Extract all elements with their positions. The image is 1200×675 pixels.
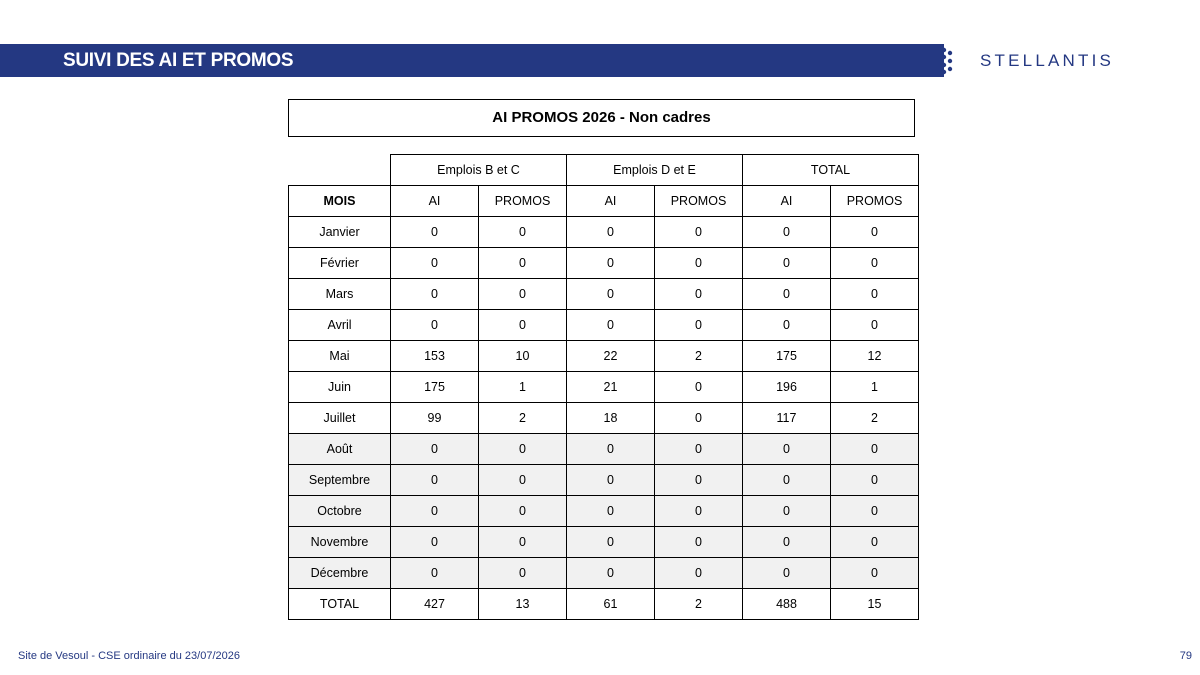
month-cell: Mai (289, 341, 391, 372)
value-cell: 0 (831, 279, 919, 310)
page-number: 79 (1179, 650, 1192, 662)
value-cell: 153 (391, 341, 479, 372)
value-cell: 1 (831, 372, 919, 403)
value-cell: 0 (743, 434, 831, 465)
column-header: AI (743, 186, 831, 217)
value-cell: 10 (479, 341, 567, 372)
value-cell: 0 (743, 527, 831, 558)
total-value: 15 (831, 589, 919, 620)
column-header: PROMOS (479, 186, 567, 217)
total-value: 2 (655, 589, 743, 620)
value-cell: 0 (743, 310, 831, 341)
total-value: 488 (743, 589, 831, 620)
value-cell: 0 (743, 217, 831, 248)
value-cell: 175 (391, 372, 479, 403)
value-cell: 0 (655, 527, 743, 558)
month-cell: Juin (289, 372, 391, 403)
ai-promos-table (288, 154, 919, 620)
value-cell: 0 (567, 217, 655, 248)
value-cell: 0 (391, 248, 479, 279)
group-header-row (289, 155, 919, 186)
value-cell: 0 (391, 496, 479, 527)
total-value: 13 (479, 589, 567, 620)
group-header: Emplois D et E (567, 155, 743, 186)
value-cell: 99 (391, 403, 479, 434)
month-cell: Avril (289, 310, 391, 341)
value-cell: 2 (831, 403, 919, 434)
value-cell: 22 (567, 341, 655, 372)
value-cell: 0 (831, 310, 919, 341)
value-cell: 0 (655, 310, 743, 341)
value-cell: 0 (655, 248, 743, 279)
value-cell: 0 (743, 279, 831, 310)
table-row (289, 248, 919, 279)
total-label: TOTAL (289, 589, 391, 620)
table-row (289, 558, 919, 589)
value-cell: 0 (391, 465, 479, 496)
group-header: TOTAL (743, 155, 919, 186)
value-cell: 0 (655, 403, 743, 434)
value-cell: 0 (831, 527, 919, 558)
value-cell: 0 (655, 217, 743, 248)
value-cell: 0 (743, 558, 831, 589)
month-cell: Mars (289, 279, 391, 310)
table-row (289, 434, 919, 465)
value-cell: 0 (479, 310, 567, 341)
value-cell: 0 (567, 434, 655, 465)
value-cell: 0 (479, 558, 567, 589)
value-cell: 0 (391, 217, 479, 248)
month-cell: Août (289, 434, 391, 465)
value-cell: 12 (831, 341, 919, 372)
table-row (289, 279, 919, 310)
value-cell: 2 (479, 403, 567, 434)
value-cell: 2 (655, 341, 743, 372)
month-cell: Février (289, 248, 391, 279)
value-cell: 0 (391, 434, 479, 465)
value-cell: 0 (479, 465, 567, 496)
stellantis-logo: STELLANTIS (980, 51, 1115, 70)
value-cell: 0 (479, 217, 567, 248)
month-cell: Janvier (289, 217, 391, 248)
group-header: Emplois B et C (391, 155, 567, 186)
month-cell: Octobre (289, 496, 391, 527)
value-cell: 0 (479, 496, 567, 527)
value-cell: 0 (567, 248, 655, 279)
table-row (289, 372, 919, 403)
value-cell: 0 (655, 279, 743, 310)
value-cell: 117 (743, 403, 831, 434)
month-column-header: MOIS (289, 186, 391, 217)
table-row (289, 496, 919, 527)
value-cell: 0 (831, 465, 919, 496)
value-cell: 0 (391, 279, 479, 310)
value-cell: 0 (655, 558, 743, 589)
month-cell: Décembre (289, 558, 391, 589)
value-cell: 0 (655, 434, 743, 465)
value-cell: 0 (479, 279, 567, 310)
value-cell: 0 (479, 248, 567, 279)
table-row (289, 310, 919, 341)
table-row (289, 527, 919, 558)
value-cell: 196 (743, 372, 831, 403)
value-cell: 0 (567, 558, 655, 589)
total-value: 61 (567, 589, 655, 620)
value-cell: 0 (567, 527, 655, 558)
value-cell: 0 (655, 496, 743, 527)
column-header: PROMOS (831, 186, 919, 217)
column-header-row (289, 186, 919, 217)
column-header: AI (391, 186, 479, 217)
value-cell: 0 (655, 465, 743, 496)
total-value: 427 (391, 589, 479, 620)
table-title: AI PROMOS 2026 - Non cadres (288, 99, 915, 137)
table-row (289, 341, 919, 372)
value-cell: 0 (567, 465, 655, 496)
total-row (289, 589, 919, 620)
value-cell: 0 (743, 465, 831, 496)
dots-decoration-icon (940, 44, 960, 77)
value-cell: 0 (655, 372, 743, 403)
value-cell: 0 (567, 310, 655, 341)
value-cell: 0 (743, 496, 831, 527)
value-cell: 0 (831, 434, 919, 465)
column-header: AI (567, 186, 655, 217)
month-cell: Novembre (289, 527, 391, 558)
table-row (289, 465, 919, 496)
blank-corner (289, 155, 391, 186)
header-band (0, 44, 944, 77)
value-cell: 0 (391, 310, 479, 341)
value-cell: 1 (479, 372, 567, 403)
table-row (289, 403, 919, 434)
month-cell: Juillet (289, 403, 391, 434)
value-cell: 0 (831, 217, 919, 248)
value-cell: 21 (567, 372, 655, 403)
footer-text: Site de Vesoul - CSE ordinaire du 23/07/2026 (18, 650, 240, 662)
value-cell: 18 (567, 403, 655, 434)
value-cell: 0 (831, 248, 919, 279)
value-cell: 0 (743, 248, 831, 279)
value-cell: 0 (391, 558, 479, 589)
value-cell: 0 (567, 279, 655, 310)
value-cell: 0 (479, 434, 567, 465)
column-header: PROMOS (655, 186, 743, 217)
table-row (289, 217, 919, 248)
page-title: SUIVI DES AI ET PROMOS (63, 50, 294, 71)
value-cell: 0 (831, 558, 919, 589)
month-cell: Septembre (289, 465, 391, 496)
value-cell: 175 (743, 341, 831, 372)
value-cell: 0 (391, 527, 479, 558)
value-cell: 0 (831, 496, 919, 527)
value-cell: 0 (479, 527, 567, 558)
value-cell: 0 (567, 496, 655, 527)
